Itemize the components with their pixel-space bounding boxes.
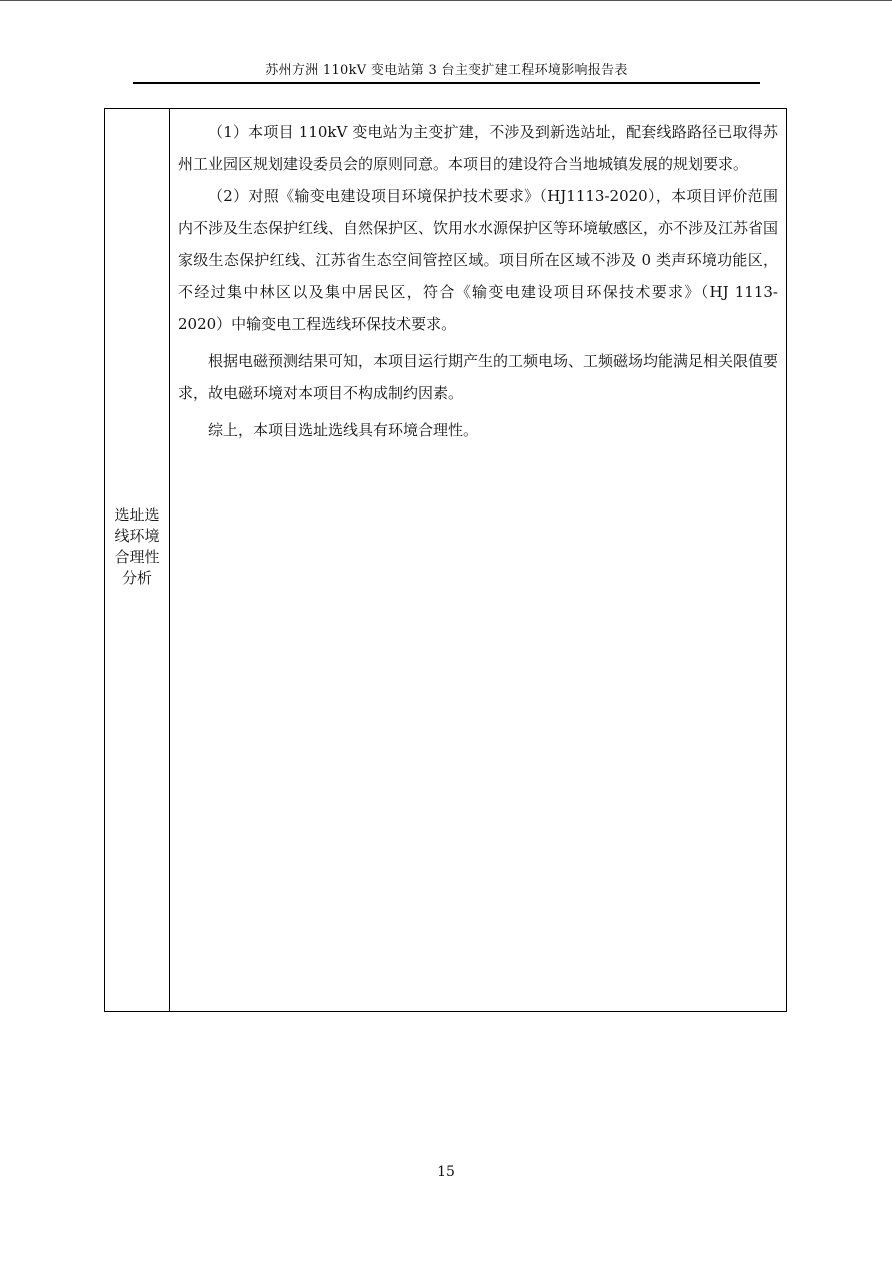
top-border-line: [0, 0, 892, 1]
analysis-table: [104, 108, 787, 1012]
row-label: 选址选线环境合理性分析: [114, 505, 160, 587]
header-rule: [133, 82, 760, 84]
paragraph-conclusion: 综上，本项目选址选线具有环境合理性。: [208, 421, 479, 439]
paragraph-site-selection: （1）本项目 110kV 变电站为主变扩建，不涉及到新选站址，配套线路路径已取得苏州工业园区规划建设委员会的原则同意。本项目的建设符合当地城镇发展的规划要求。: [178, 123, 778, 173]
paragraph-electromagnetic: 根据电磁预测结果可知，本项目运行期产生的工频电场、工频磁场均能满足相关限值要求，故电磁环境对本项目不构成制约因素。: [178, 352, 779, 402]
row-label-cell: [105, 109, 170, 1011]
paragraph-technical-requirements: （2）对照《输变电建设项目环境保护技术要求》（HJ1113-2020），本项目评价范围内不涉及生态保护红线、自然保护区、饮用水水源保护区等环境敏感区，亦不涉及江苏省国家级生态保护红线、江苏省生态空间管控区域。项目所在区域不涉及 0 类声环境功能区，不经过集中林区以及集中居民区，符合《输变电建设项目环保技术要求》（HJ 1113-2020）中输变电工程选线环保技术要求。: [178, 187, 779, 333]
page-header: 苏州方洲 110kV 变电站第 3 台主变扩建工程环境影响报告表: [265, 63, 628, 78]
page-number: 15: [437, 1164, 455, 1180]
content-cell: [170, 109, 786, 1011]
